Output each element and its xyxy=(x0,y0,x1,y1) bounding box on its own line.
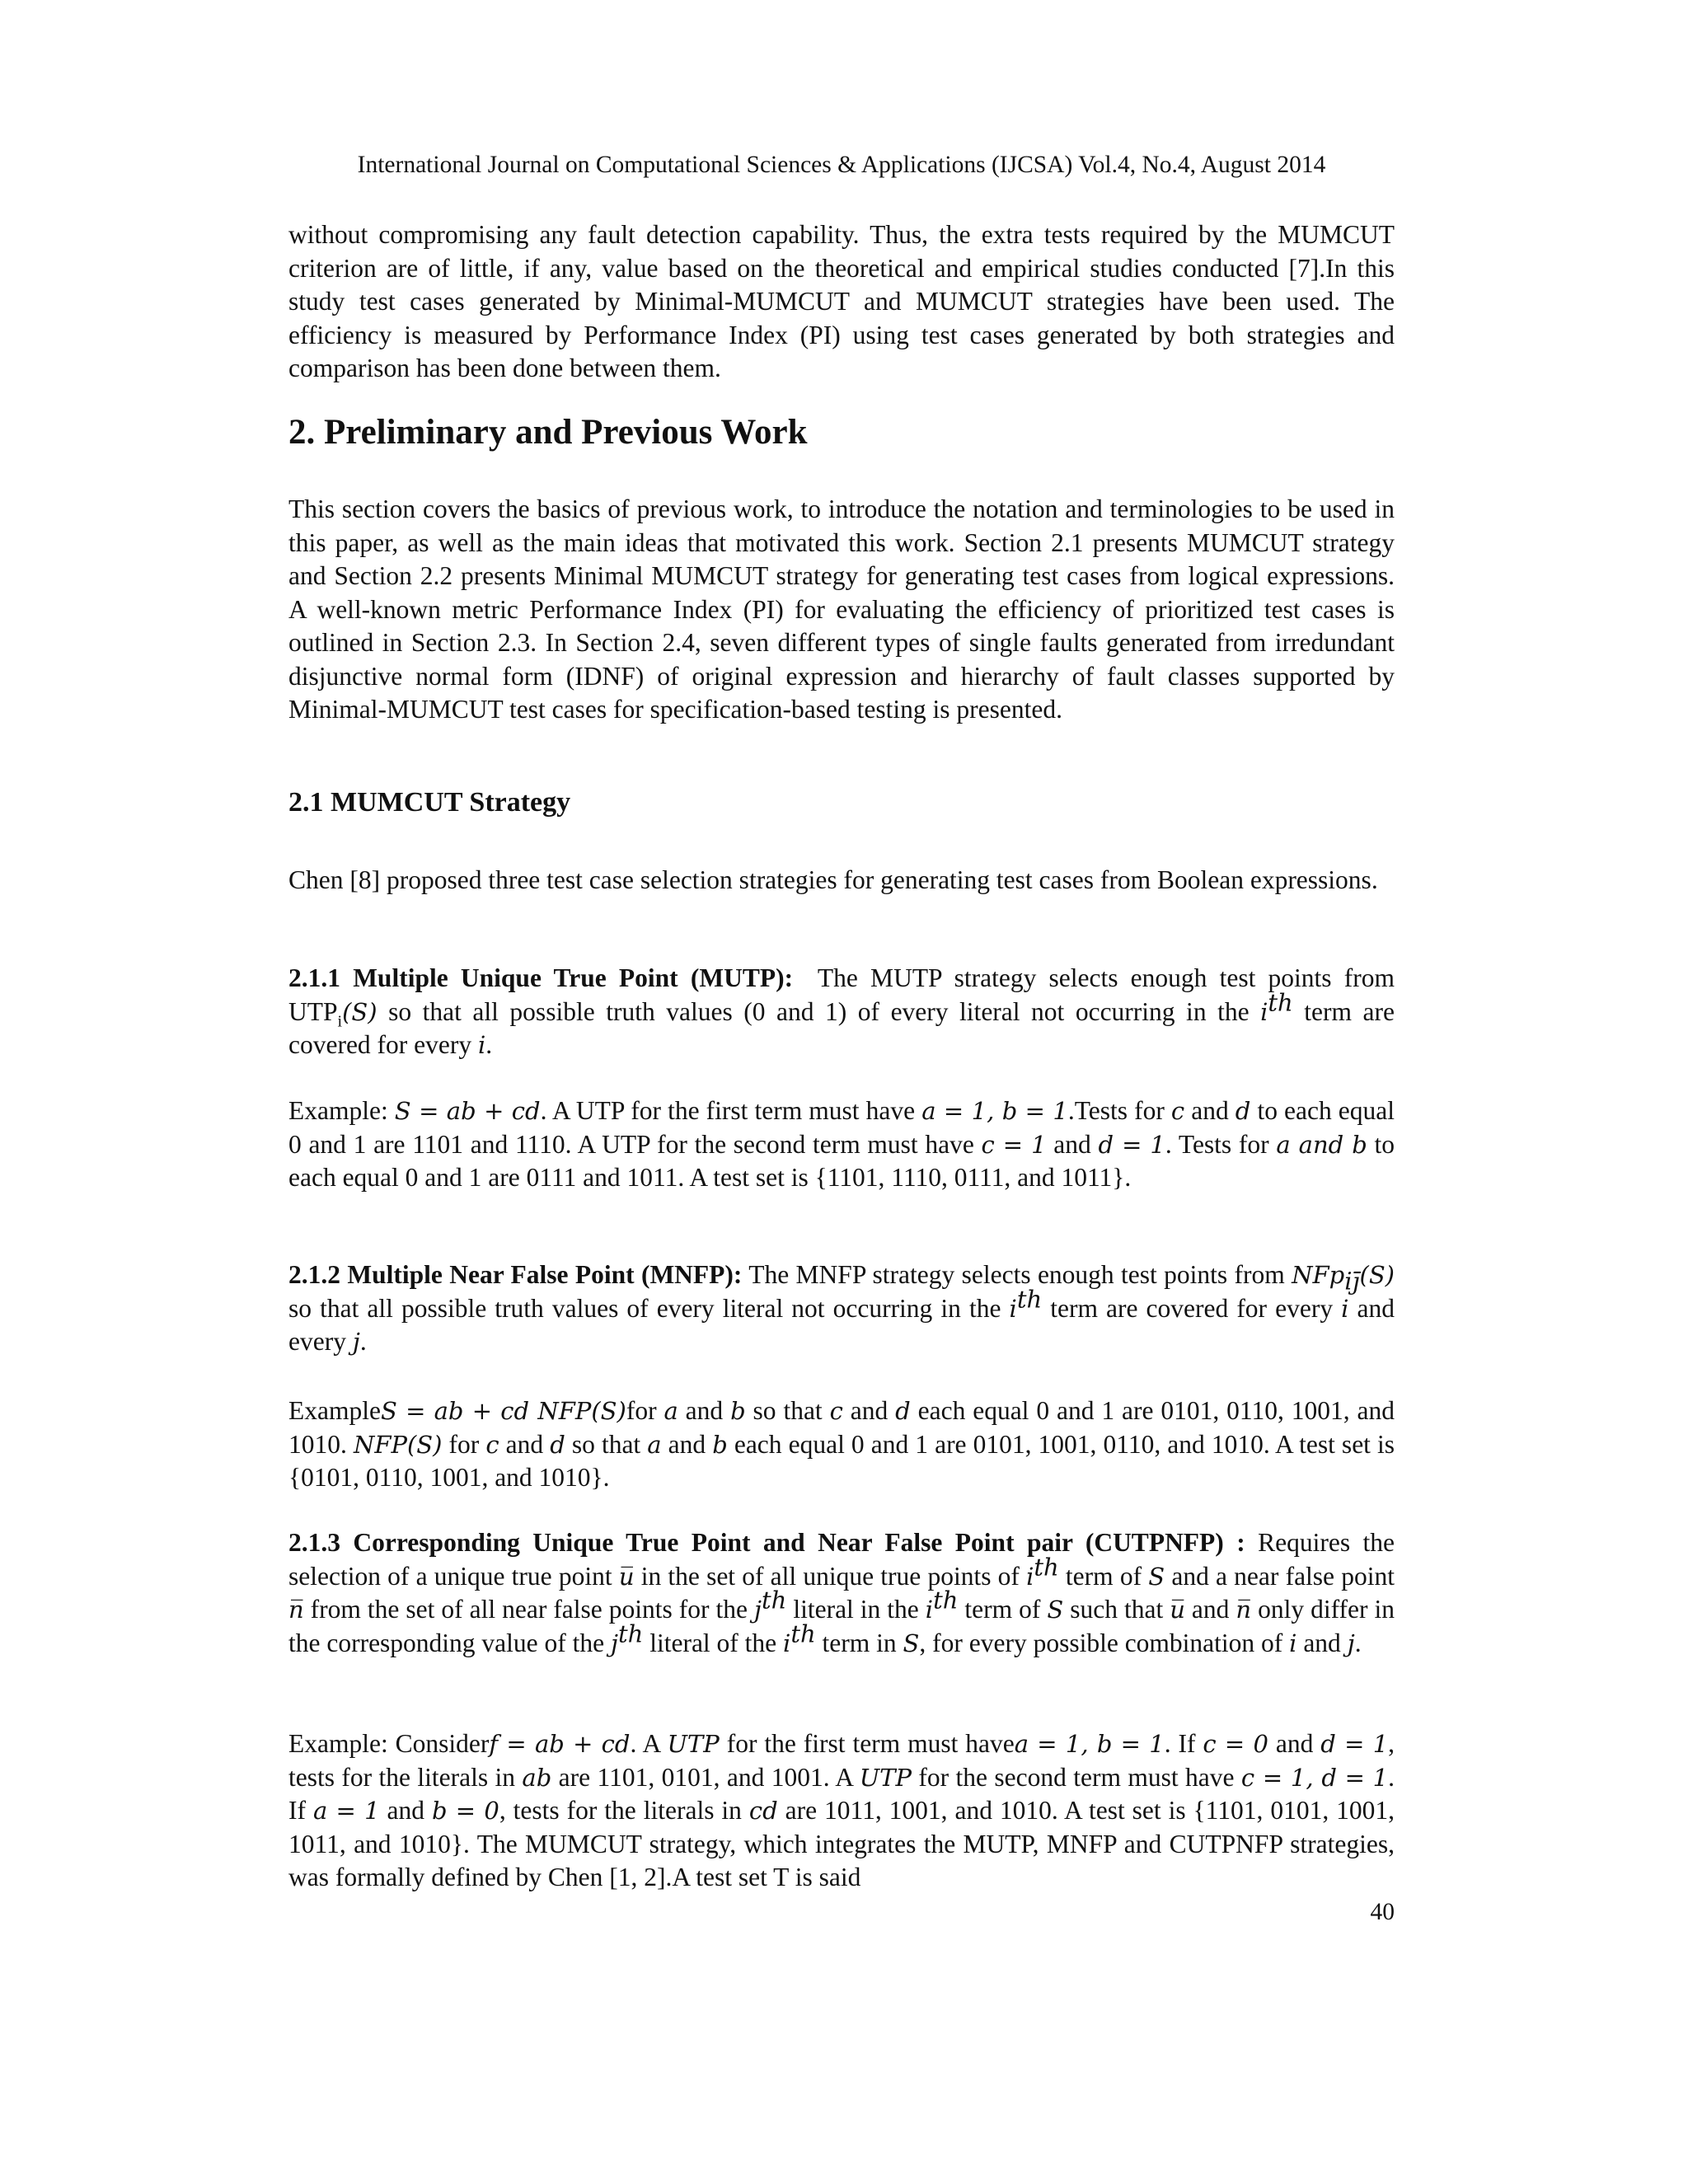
section-2-1-paragraph: Chen [8] proposed three test case selection strategies for generating test cases from Boolean expressions. xyxy=(288,865,1378,894)
mnfp-paragraph: 2.1.2 Multiple Near False Point (MNFP): The MNFP strategy selects enough test points from NFp$_{ij̄}$(S) so that all possible truth values of every literal not occurring in the $i^{th}$ term are covered for every i and every j. xyxy=(288,1260,1395,1356)
mutp-paragraph: 2.1.1 Multiple Unique True Point (MUTP): The MUTP strategy selects enough test points from $UTP_i(S)$ so that all possible truth values (0 and 1) of every literal not occurring in the $i^{th}$ term are covered for every i. xyxy=(288,963,1395,1059)
cutpnfp-heading: 2.1.3 Corresponding Unique True Point and Near False Point pair (CUTPNFP) : xyxy=(288,1528,1245,1557)
cutpnfp-example: Example: Considerf = ab + cd. A UTP for the first term must havea = 1, b = 1. If c = 0 and d = 1, tests for the literals in ab are 1101, 0101, and 1001. A UTP for the second term must have c = 1, d = 1. If a = 1 and b = 0, tests for the literals in cd are 1011, 1001, and 1010. A test set is {1101, 0101, 1001, 1011, and 1010}. The MUMCUT strategy, which integrates the MUTP, MNFP and CUTPNFP strategies, was formally defined by Chen [1, 2].A test set T is said xyxy=(288,1729,1395,1891)
intro-paragraph: without compromising any fault detection capability. Thus, the extra tests required by the MUMCUT criterion are of little, if any, value based on the theoretical and empirical studies conducted [7].In this study test cases generated by Minimal-MUMCUT and MUMCUT strategies have been used. The efficiency is measured by Performance Index (PI) using test cases generated by both strategies and comparison has been done between them. xyxy=(288,220,1395,382)
cutpnfp-paragraph: 2.1.3 Corresponding Unique True Point and Near False Point pair (CUTPNFP) : Requires the selection of a unique true point u̅ in the set of all unique true points of $i^{th}$ term of S and a near false point n̅ from the set of all near false points for the $j^{th}$ literal in the $i^{th}$ term of S such that u̅ and n̅ only differ in the corresponding value of the $j^{th}$ literal of the $i^{th}$ term in S, for every possible combination of i and j. xyxy=(288,1528,1395,1657)
running-header: International Journal on Computational Sciences & Applications (IJCSA) Vol.4, No.4, August 2014 xyxy=(357,152,1326,178)
mnfp-example: ExampleS = ab + cd NFP(S)for a and b so that c and d each equal 0 and 1 are 0101, 0110, 1001, and 1010. NFP(S) for c and d so that a and b each equal 0 and 1 are 0101, 1001, 0110, and 1010. A test set is {0101, 0110, 1001, and 1010}. xyxy=(288,1396,1395,1492)
mnfp-heading: 2.1.2 Multiple Near False Point (MNFP): xyxy=(288,1260,743,1289)
section-2-title: 2. Preliminary and Previous Work xyxy=(288,413,808,452)
mutp-example: Example: S = ab + cd. A UTP for the first term must have a = 1, b = 1.Tests for c and d to each equal 0 and 1 are 1101 and 1110. A UTP for the second term must have c = 1 and d = 1. Tests for a and b to each equal 0 and 1 are 0111 and 1011. A test set is {1101, 1110, 0111, and 1011}. xyxy=(288,1096,1395,1192)
page-number: 40 xyxy=(1370,1899,1395,1925)
mutp-heading: 2.1.1 Multiple Unique True Point (MUTP): xyxy=(288,963,794,992)
section-2-paragraph: This section covers the basics of previous work, to introduce the notation and terminologies to be used in this paper, as well as the main ideas that motivated this work. Section 2.1 presents MUMCUT strategy and Section 2.2 presents Minimal MUMCUT strategy for generating test cases from logical expressions. A well-known metric Performance Index (PI) for evaluating the efficiency of prioritized test cases is outlined in Section 2.3. In Section 2.4, seven different types of single faults generated from irredundant disjunctive normal form (IDNF) of original expression and hierarchy of fault classes supported by Minimal-MUMCUT test cases for specification-based testing is presented. xyxy=(288,494,1395,724)
section-2-1-title: 2.1 MUMCUT Strategy xyxy=(288,787,571,818)
